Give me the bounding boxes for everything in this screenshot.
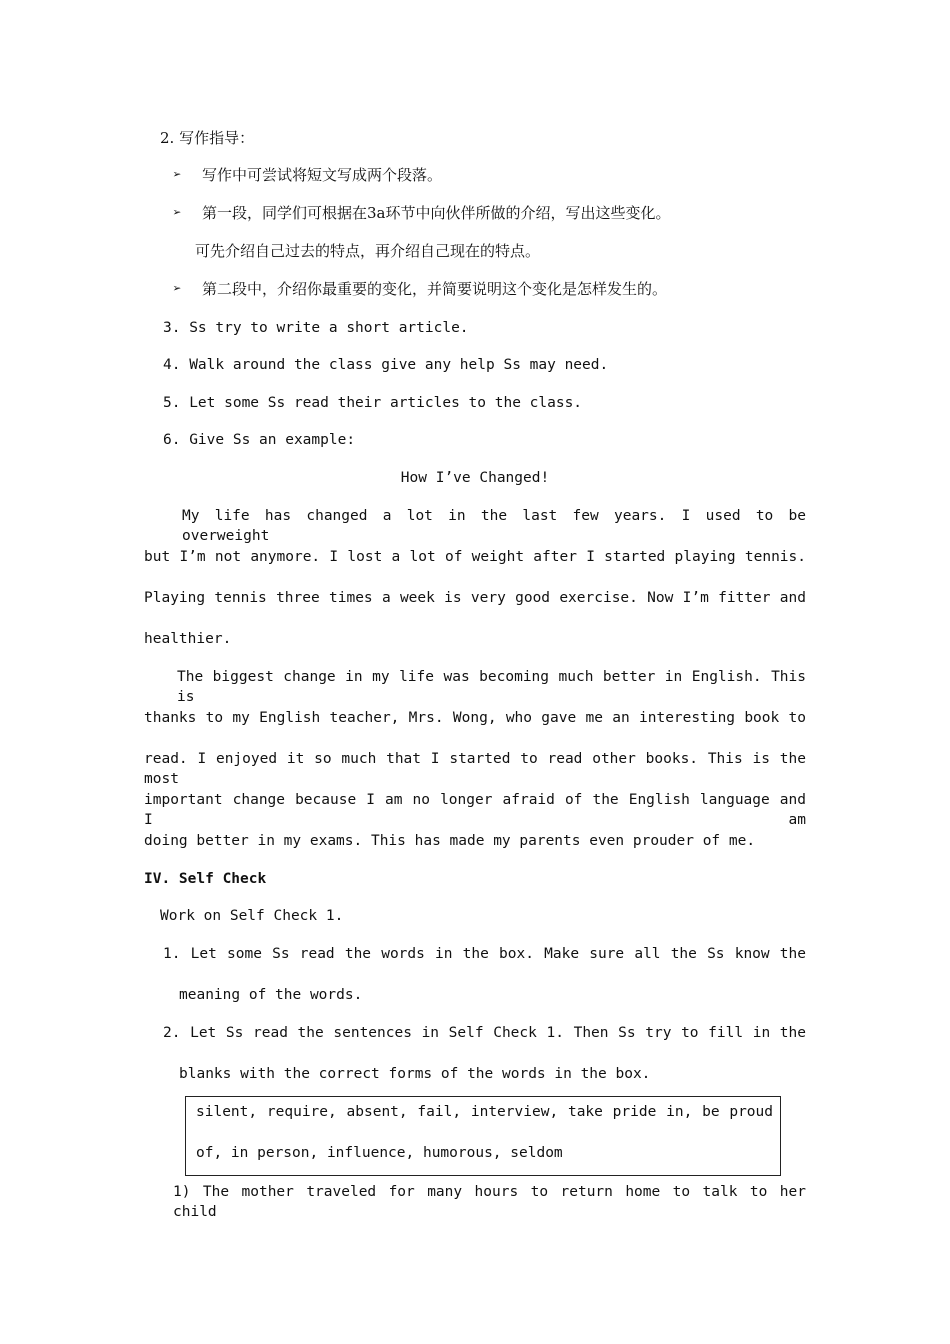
paragraph-line: thanks to my English teacher, Mrs. Wong, who gave me an interesting book to [144,710,806,726]
self-check-item-2-cont: blanks with the correct forms of the words in the box. [179,1066,651,1082]
word-box-line: of, in person, influence, humorous, seldom [196,1145,563,1161]
question-1: 1) The mother traveled for many hours to return home to talk to her child [173,1184,806,1220]
paragraph-line: doing better in my exams. This has made my parents even prouder of me. [144,833,756,849]
self-check-item-2: 2. Let Ss read the sentences in Self Check 1. Then Ss try to fill in the [163,1025,806,1041]
paragraph-line: read. I enjoyed it so much that I started to read other books. This is the most [144,751,806,787]
paragraph-line: Playing tennis three times a week is very good exercise. Now I’m fitter and [144,590,806,606]
writing-tip-2: 第一段，同学们可根据在3a环节中向伙伴所做的介绍，写出这些变化。 [202,204,671,222]
step-5: 5. Let some Ss read their articles to the class. [163,395,583,411]
word-box-line: silent, require, absent, fail, interview, take pride in, be proud [196,1104,773,1120]
writing-guide-heading: 2. 写作指导： [160,129,255,147]
writing-tip-3: 第二段中，介绍你最重要的变化，并简要说明这个变化是怎样发生的。 [202,280,668,298]
writing-tip-2-continuation: 可先介绍自己过去的特点，再介绍自己现在的特点。 [195,242,541,260]
paragraph-line: important change because I am no longer afraid of the English language and I am [144,792,806,828]
step-6: 6. Give Ss an example: [163,432,356,448]
bullet-arrow-icon: ➢ [173,167,182,183]
self-check-item-1: 1. Let some Ss read the words in the box. Make sure all the Ss know the [163,946,806,962]
bullet-arrow-icon: ➢ [173,281,182,297]
bullet-arrow-icon: ➢ [173,205,182,221]
writing-tip-1: 写作中可尝试将短文写成两个段落。 [202,166,443,184]
paragraph-line: healthier. [144,631,232,647]
step-4: 4. Walk around the class give any help Ss may need. [163,357,609,373]
self-check-intro: Work on Self Check 1. [160,908,344,924]
example-title: How I’ve Changed! [400,470,550,486]
self-check-item-1-cont: meaning of the words. [179,987,363,1003]
step-3: 3. Ss try to write a short article. [163,320,469,336]
paragraph-line: but I’m not anymore. I lost a lot of weight after I started playing tennis. [144,549,806,565]
paragraph-line: The biggest change in my life was becoming much better in English. This is [177,669,806,705]
self-check-heading: IV. Self Check [144,871,267,887]
paragraph-line: My life has changed a lot in the last few years. I used to be overweight [182,508,806,544]
